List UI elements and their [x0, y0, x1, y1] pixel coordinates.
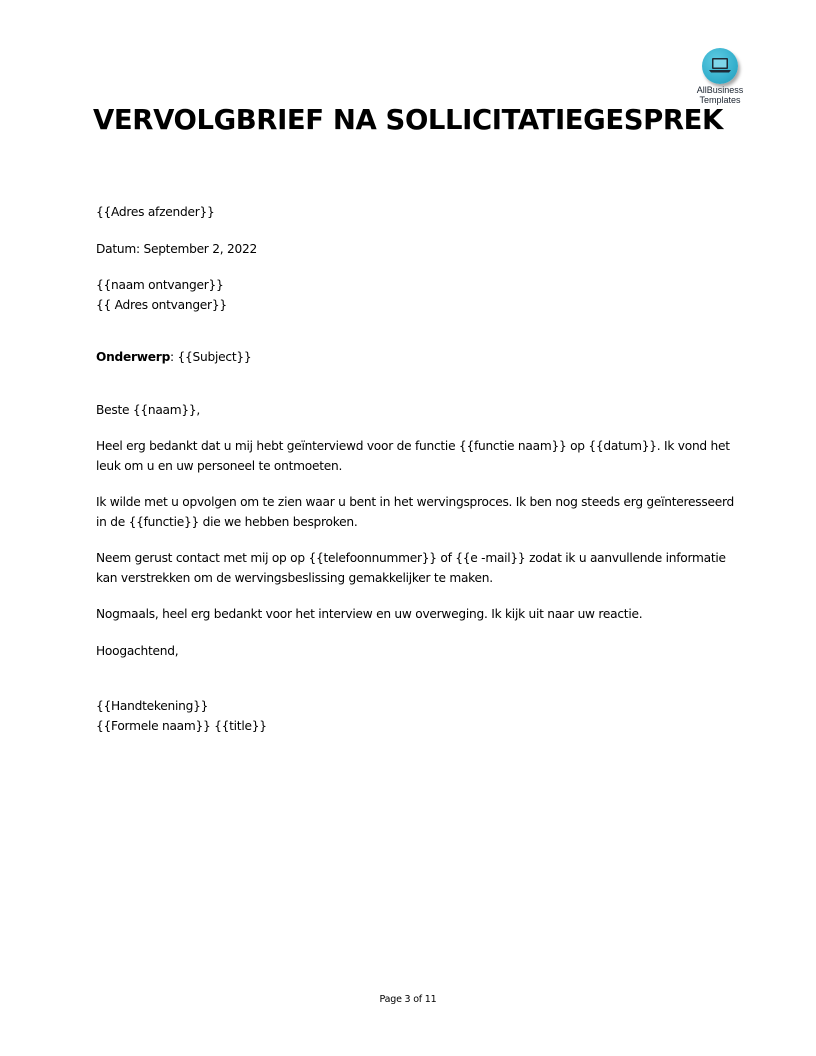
closing: Hoogachtend, [96, 643, 179, 658]
recipient-name: {{naam ontvanger}} [96, 278, 224, 292]
subject-value: : {{Subject}} [170, 350, 252, 364]
logo-line-1: AllBusiness [696, 85, 744, 95]
subject-line [96, 348, 736, 368]
letter-date: Datum: September 2, 2022 [96, 241, 257, 256]
letter-body [96, 203, 736, 736]
sender-address: {{Adres afzender}} [96, 205, 215, 219]
recipient-address: {{ Adres ontvanger}} [96, 297, 227, 312]
formal-name: {{Formele naam}} {{title}} [96, 718, 267, 733]
signature-placeholder: {{Handtekening}} [96, 699, 209, 713]
paragraph-1: Heel erg bedankt dat u mij hebt geïnterviewd voor de functie {{functie naam}} op {{datum}}. Ik vond het leuk om u en uw personeel te ontmoeten. [96, 439, 730, 473]
paragraph-2: Ik wilde met u opvolgen om te zien waar u bent in het wervingsproces. Ik ben nog steeds erg geïnteresseerd in de {{functie}} die we hebben besproken. [96, 495, 735, 529]
logo-badge [702, 48, 738, 84]
allbusiness-templates-logo [690, 48, 750, 105]
salutation: Beste {{naam}}, [96, 402, 201, 417]
paragraph-4: Nogmaals, heel erg bedankt voor het interview en uw overweging. Ik kijk uit naar uw reactie. [96, 607, 643, 621]
logo-text [680, 85, 760, 105]
paragraph-3: Neem gerust contact met mij op op {{telefoonnummer}} of {{e -mail}} zodat ik u aanvullende informatie kan verstrekken om de wervingsbeslissing gemakkelijker te maken. [96, 551, 726, 585]
page-indicator: Page 3 of 11 [379, 994, 437, 1005]
document-title: VERVOLGBRIEF NA SOLLICITATIEGESPREK [93, 104, 723, 136]
logo-line-2: Templates [699, 95, 741, 105]
laptop-icon [708, 56, 732, 74]
subject-label: Onderwerp [96, 350, 171, 364]
